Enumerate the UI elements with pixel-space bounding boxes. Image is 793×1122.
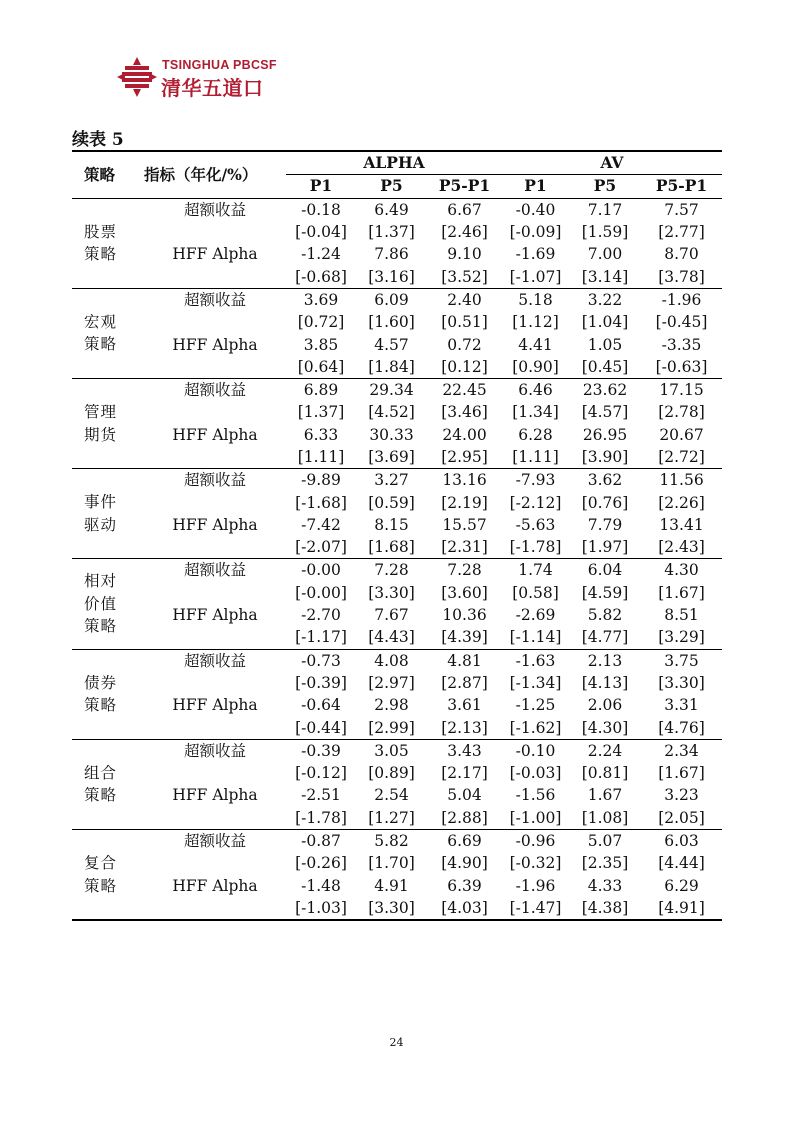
value-cell: [3.60] [441,583,488,602]
table-row [72,311,722,333]
value-cell: 5.18 [518,290,553,309]
value-cell: -3.35 [661,335,702,354]
table-row [72,829,722,852]
value-cell: 5.07 [587,832,623,851]
value-cell: 2.13 [587,651,623,670]
value-cell: -7.93 [515,471,556,490]
value-cell: 6.09 [374,290,409,309]
page-number: 24 [389,1036,404,1049]
value-cell: 6.03 [664,832,699,851]
value-cell: 3.85 [303,335,339,354]
value-cell: -1.96 [661,290,702,309]
value-cell: [-1.68] [295,493,347,512]
value-cell: [1.12] [512,313,559,332]
value-cell: 2.06 [587,696,623,715]
table-row [72,424,722,446]
value-cell: [0.89] [368,764,415,783]
value-cell: 2.98 [374,696,409,715]
value-cell: 2.40 [447,290,482,309]
strategy-label: 复合 策略 [72,829,144,920]
value-cell: -0.40 [515,200,556,219]
table-row [72,649,722,672]
indicator-label [144,762,286,784]
value-cell: 3.62 [587,471,623,490]
value-cell: 6.33 [303,425,339,444]
value-cell: 8.15 [374,515,409,534]
value-cell: -2.70 [301,606,341,625]
value-cell: [3.29] [658,628,705,647]
value-cell: 4.57 [374,335,409,354]
value-cell: 7.57 [664,200,699,219]
table-row [72,739,722,762]
value-cell: [0.76] [581,493,629,512]
value-cell: [4.57] [581,403,629,422]
value-cell: [3.16] [368,267,415,286]
value-cell: 9.10 [447,245,482,264]
indicator-label: HFF Alpha [172,696,258,715]
value-cell: [2.13] [441,718,488,737]
strategy-label: 事件 驱动 [72,469,144,559]
value-cell: -0.73 [301,651,341,670]
header-strategy: 策略 [72,151,144,198]
value-cell: [-1.07] [509,267,562,286]
value-cell: -2.51 [301,786,341,805]
indicator-label [144,265,286,288]
tsinghua-emblem-icon [116,56,158,98]
value-cell: -1.48 [301,876,341,895]
table-row [72,716,722,739]
table-row [72,401,722,423]
value-cell: 4.08 [374,651,409,670]
value-cell: 5.04 [447,786,482,805]
value-cell: [3.14] [581,267,629,286]
value-cell: 22.45 [442,381,487,400]
indicator-label [144,446,286,469]
value-cell: -1.63 [515,651,556,670]
indicator-label: 超额收益 [183,200,246,219]
value-cell: 26.95 [582,425,628,444]
value-cell: [1.67] [658,764,705,783]
table-row [72,243,722,265]
value-cell: 6.29 [664,876,699,895]
indicator-label [144,491,286,513]
value-cell: [4.03] [441,898,488,917]
logo-english-text: TSINGHUA PBCSF [162,58,277,72]
value-cell: [0.51] [441,313,488,332]
value-cell: [4.76] [658,718,705,737]
table-row [72,582,722,604]
table-row [72,378,722,401]
value-cell: 7.17 [587,200,623,219]
indicator-label: HFF Alpha [172,515,258,534]
header-indicator: 指标（年化/%） [144,151,286,198]
value-cell: 7.86 [374,245,409,264]
table-row [72,897,722,920]
indicator-label: HFF Alpha [172,425,258,444]
value-cell: 7.00 [587,245,623,264]
value-cell: 6.39 [447,876,482,895]
value-cell: [0.72] [297,313,345,332]
col-header: P5 [356,175,427,198]
value-cell: [-1.78] [295,808,347,827]
value-cell: -1.24 [301,245,341,264]
value-cell: [2.46] [441,223,488,242]
value-cell: 7.28 [447,561,482,580]
value-cell: [4.52] [368,403,415,422]
indicator-label: HFF Alpha [172,335,258,354]
value-cell: 6.67 [447,200,482,219]
value-cell: [-1.03] [295,898,347,917]
strategy-label: 宏观 策略 [72,288,144,378]
indicator-label: 超额收益 [183,741,246,760]
value-cell: [-0.00] [295,583,347,602]
strategy-label: 相对 价值 策略 [72,559,144,649]
value-cell: [-1.62] [509,718,562,737]
indicator-label [144,626,286,649]
value-cell: [1.68] [368,538,415,557]
value-cell: 6.89 [303,381,339,400]
value-cell: -1.56 [515,786,556,805]
value-cell: [2.35] [581,854,629,873]
value-cell: [1.34] [512,403,559,422]
indicator-label [144,401,286,423]
value-cell: [2.88] [441,808,488,827]
value-cell: [-1.14] [509,628,562,647]
col-header: P1 [502,175,569,198]
value-cell: [4.44] [658,854,705,873]
value-cell: 2.34 [664,741,699,760]
value-cell: 2.54 [374,786,409,805]
value-cell: -1.69 [515,245,556,264]
value-cell: 17.15 [659,381,704,400]
value-cell: -0.18 [301,200,341,219]
value-cell: [2.19] [441,493,488,512]
value-cell: [-1.34] [509,673,562,692]
value-cell: 4.91 [374,876,409,895]
value-cell: [1.08] [581,808,629,827]
value-cell: [3.52] [441,267,488,286]
value-cell: [3.46] [441,403,488,422]
value-cell: [-2.07] [295,538,347,557]
value-cell: 4.30 [664,561,699,580]
value-cell: 7.67 [374,606,409,625]
value-cell: 4.33 [587,876,623,895]
value-cell: 1.74 [518,561,553,580]
table-row [72,536,722,559]
value-cell: [-0.04] [295,223,347,242]
value-cell: [-0.68] [295,267,347,286]
table-row [72,875,722,897]
value-cell: [4.90] [441,854,488,873]
value-cell: -1.96 [515,876,556,895]
value-cell: [0.58] [512,583,559,602]
value-cell: 2.24 [587,741,623,760]
indicator-label [144,807,286,830]
value-cell: [-1.17] [295,628,347,647]
value-cell: 4.41 [518,335,553,354]
table-title: 续表 5 [72,130,124,150]
value-cell: [2.05] [658,808,705,827]
value-cell: 1.05 [587,335,623,354]
value-cell: [2.77] [658,223,705,242]
value-cell: 3.61 [447,696,482,715]
value-cell: [3.78] [658,267,705,286]
strategy-label: 债券 策略 [72,649,144,739]
value-cell: [0.45] [581,357,629,376]
table-row [72,221,722,243]
value-cell: 13.16 [442,471,487,490]
value-cell: -2.69 [515,606,556,625]
value-cell: [-0.32] [509,854,562,873]
value-cell: [-0.09] [509,223,562,242]
value-cell: [4.13] [581,673,629,692]
table-row [72,762,722,784]
value-cell: -0.96 [515,832,556,851]
value-cell: [2.31] [441,538,488,557]
value-cell: [4.91] [658,898,705,917]
table-row [72,265,722,288]
value-cell: 3.27 [374,471,409,490]
value-cell: 13.41 [659,515,704,534]
table-row [72,356,722,379]
value-cell: [2.87] [441,673,488,692]
value-cell: [1.97] [581,538,629,557]
value-cell: [-1.78] [509,538,562,557]
value-cell: 20.67 [659,425,704,444]
value-cell: [-2.12] [509,493,562,512]
value-cell: 3.75 [664,651,699,670]
indicator-label: HFF Alpha [172,606,258,625]
value-cell: 3.31 [664,696,699,715]
table-row [72,626,722,649]
value-cell: 4.81 [447,651,482,670]
col-header: P5-P1 [427,175,502,198]
value-cell: [1.60] [368,313,415,332]
value-cell: [-0.03] [509,764,562,783]
value-cell: [1.84] [368,357,415,376]
value-cell: [1.37] [368,223,415,242]
results-table [72,150,722,921]
value-cell: -9.89 [301,471,341,490]
value-cell: -0.87 [301,832,341,851]
value-cell: -0.39 [301,741,341,760]
value-cell: 3.23 [664,786,699,805]
indicator-label [144,716,286,739]
table-body [72,198,722,920]
value-cell: [4.38] [581,898,629,917]
value-cell: [-1.00] [509,808,562,827]
table-row [72,198,722,221]
value-cell: 1.67 [587,786,623,805]
strategy-label: 管理 期货 [72,378,144,468]
value-cell: [1.59] [581,223,629,242]
value-cell: 7.28 [374,561,409,580]
table-row [72,807,722,830]
value-cell: -7.42 [301,515,341,534]
value-cell: 8.70 [664,245,699,264]
indicator-label: HFF Alpha [172,245,258,264]
value-cell: [3.69] [368,448,415,466]
value-cell: [-0.44] [295,718,347,737]
value-cell: 3.69 [303,290,339,309]
indicator-label: HFF Alpha [172,876,258,895]
value-cell: [2.26] [658,493,705,512]
value-cell: [4.59] [581,583,629,602]
indicator-label [144,536,286,559]
table-row [72,559,722,582]
value-cell: 7.79 [587,515,623,534]
value-cell: 3.43 [447,741,482,760]
table-row [72,514,722,536]
value-cell: [2.99] [368,718,415,737]
value-cell: [1.70] [368,854,415,873]
value-cell: 11.56 [659,471,704,490]
indicator-label: HFF Alpha [172,786,258,805]
table-row [72,672,722,694]
value-cell: [1.04] [581,313,629,332]
value-cell: [4.39] [441,628,488,647]
value-cell: 10.36 [442,606,487,625]
table-row [72,784,722,806]
value-cell: 3.05 [374,741,409,760]
indicator-label [144,356,286,379]
value-cell: -0.10 [515,741,556,760]
value-cell: 23.62 [582,381,628,400]
value-cell: [1.37] [297,403,345,422]
value-cell: 6.49 [374,200,409,219]
table-row [72,604,722,626]
value-cell: 15.57 [442,515,487,534]
indicator-label [144,672,286,694]
col-header: P5-P1 [641,175,722,198]
value-cell: -0.00 [301,561,341,580]
value-cell: [-0.12] [295,764,347,783]
indicator-label [144,852,286,874]
value-cell: [2.97] [368,673,415,692]
value-cell: [0.64] [297,357,345,376]
value-cell: 5.82 [374,832,409,851]
value-cell: 6.04 [587,561,623,580]
value-cell: [0.90] [512,357,559,376]
indicator-label: 超额收益 [183,832,246,851]
value-cell: [-1.47] [509,898,562,917]
value-cell: 6.28 [518,425,553,444]
value-cell: 24.00 [442,425,487,444]
value-cell: -1.25 [515,696,556,715]
value-cell: 5.82 [587,606,623,625]
value-cell: 30.33 [369,425,414,444]
value-cell: 3.22 [587,290,623,309]
value-cell: -5.63 [515,515,556,534]
value-cell: [1.67] [658,583,705,602]
value-cell: [1.11] [297,448,345,466]
value-cell: [4.30] [581,718,629,737]
header-group-alpha: ALPHA [286,151,502,175]
indicator-label [144,582,286,604]
strategy-label: 股票 策略 [84,222,118,264]
value-cell: [3.30] [368,898,415,917]
value-cell: 29.34 [369,381,414,400]
value-cell: [2.17] [441,764,488,783]
value-cell: [0.59] [368,493,415,512]
value-cell: [-0.63] [655,357,708,376]
header-group-av: AV [502,151,722,175]
value-cell: 0.72 [447,335,482,354]
value-cell: [2.95] [441,448,488,466]
value-cell: 8.51 [664,606,699,625]
indicator-label [144,221,286,243]
value-cell: 6.69 [447,832,482,851]
value-cell: [-0.45] [655,313,708,332]
value-cell: [0.12] [441,357,488,376]
value-cell: [2.43] [658,538,705,557]
value-cell: 6.46 [518,381,553,400]
strategy-label: 组合 策略 [72,739,144,829]
indicator-label: 超额收益 [183,381,246,400]
logo-chinese-text: 清华五道口 [161,76,264,100]
indicator-label: 超额收益 [183,651,246,670]
indicator-label: 超额收益 [183,471,246,490]
logo [116,56,286,100]
value-cell: [1.27] [368,808,415,827]
col-header: P5 [569,175,641,198]
value-cell: [3.30] [658,673,705,692]
table-row [72,491,722,513]
value-cell: [4.77] [581,628,629,647]
table-row [72,333,722,355]
table-row [72,288,722,311]
value-cell: [0.81] [581,764,629,783]
value-cell: [3.30] [368,583,415,602]
col-header: P1 [286,175,356,198]
value-cell: [2.72] [658,448,705,466]
value-cell: [4.43] [368,628,415,647]
value-cell: [-0.39] [295,673,347,692]
table-row [72,446,722,469]
indicator-label: 超额收益 [183,290,246,309]
value-cell: [2.78] [658,403,705,422]
table-row [72,469,722,492]
value-cell: -0.64 [301,696,341,715]
indicator-label [144,311,286,333]
table-row [72,694,722,716]
value-cell: [-0.26] [295,854,347,873]
table-row [72,852,722,874]
indicator-label [144,897,286,920]
value-cell: [1.11] [512,448,559,466]
indicator-label: 超额收益 [183,561,246,580]
value-cell: [3.90] [581,448,629,466]
